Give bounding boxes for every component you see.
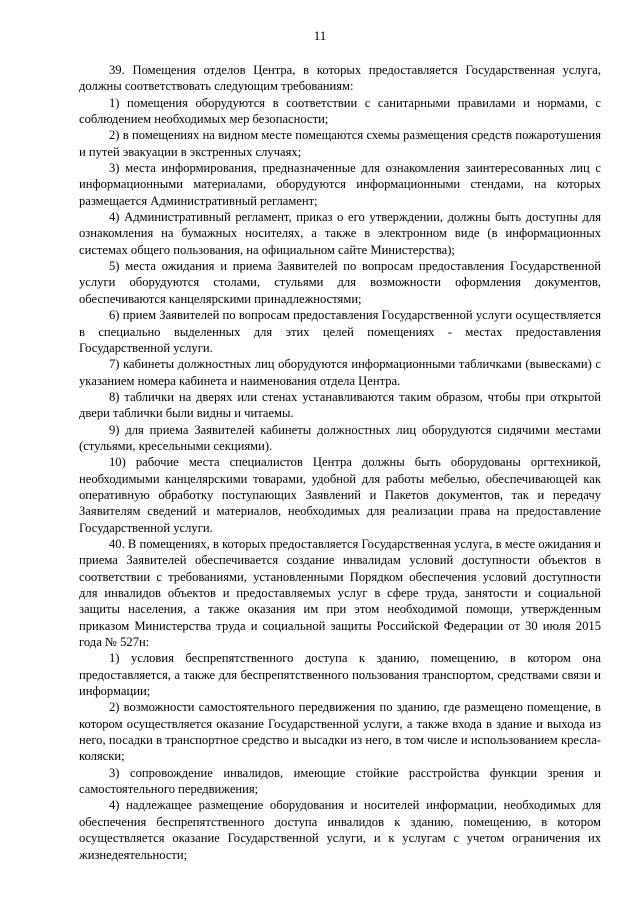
paragraph-39: 39. Помещения отделов Центра, в которых предоставляется Государственная услуга, должны соответствовать следующим требованиям:: [79, 63, 601, 94]
paragraph-39-item-9: 9) для приема Заявителей кабинеты должностных лиц оборудуются сидячими местами (стульями, кресельными секциями).: [79, 422, 601, 453]
paragraph-40: 40. В помещениях, в которых предоставляется Государственная услуга, в месте ожидания и приема Заявителей обеспечивается создание инвалидам условий доступности объектов в соответствии с требованиями, установленными Порядком обеспечения условий доступности для инвалидов объектов и предоставляемых услуг в сфере труда, занятости и социальной защиты населения, а также оказания им при этом необходимой помощи, утвержденным приказом Министерства труда и социальной защиты Российской Федерации от 30 июля 2015 года № 527н:: [79, 536, 601, 650]
paragraph-39-item-4: 4) Административный регламент, приказ о его утверждении, должны быть доступны для ознакомления на бумажных носителях, а также в электронном виде (в информационных системах общего пользования, на официальном сайте Министерства);: [79, 210, 601, 257]
paragraph-39-item-7: 7) кабинеты должностных лиц оборудуются информационными табличками (вывесками) с указанием номера кабинета и наименования отдела Центра.: [79, 357, 601, 388]
paragraph-39-item-6: 6) прием Заявителей по вопросам предоставления Государственной услуги осуществляется в специально выделенных для этих целей помещениях - местах предоставления Государственной услуги.: [79, 308, 601, 355]
paragraph-40-item-3: 3) сопровождение инвалидов, имеющие стойкие расстройства функции зрения и самостоятельного передвижения;: [79, 765, 601, 797]
paragraph-40-item-2: 2) возможности самостоятельного передвижения по зданию, где размещено помещение, в котором осуществляется оказание Государственной услуги, а также входа в здание и выхода из него, посадки в транспортное средство и высадки из него, в том числе и использованием кресла-коляски;: [79, 700, 601, 764]
paragraph-39-item-1: 1) помещения оборудуются в соответствии с санитарными правилами и нормами, с соблюдением необходимых мер безопасности;: [79, 95, 601, 127]
paragraph-39-item-2: 2) в помещениях на видном месте помещаются схемы размещения средств пожаротушения и путей эвакуации в экстренных случаях;: [79, 128, 601, 159]
paragraph-40-item-1: 1) условия беспрепятственного доступа к зданию, помещению, в котором она предоставляется, а также для беспрепятственного пользования транспортом, средствами связи и информации;: [79, 651, 601, 699]
paragraph-39-item-5: 5) места ожидания и приема Заявителей по вопросам предоставления Государственной услуги оборудуются столами, стульями для возможности оформления документов, обеспечиваются канцелярскими принадлежностями;: [79, 259, 601, 306]
document-body: [79, 62, 601, 863]
paragraph-39-item-8: 8) таблички на дверях или стенах устанавливаются таким образом, чтобы при открытой двери таблички были видны и читаемы.: [79, 389, 601, 421]
paragraph-40-item-4: 4) надлежащее размещение оборудования и носителей информации, необходимых для обеспечения беспрепятственного доступа инвалидов к зданию, помещению, в котором осуществляется оказание Государственной услуги, и к услугам с учетом ограничения их жизнедеятельности;: [79, 798, 601, 862]
paragraph-39-item-10: 10) рабочие места специалистов Центра должны быть оборудованы оргтехникой, необходимыми канцелярскими товарами, удобной для работы мебелью, обеспечивающей как оперативную обработку поступающих Заявлений и Пакетов документов, так и передачу Заявителям сведений и материалов, необходимых для реализации права на предоставление Государственной услуги.: [79, 455, 601, 535]
paragraph-39-item-3: 3) места информирования, предназначенные для ознакомления заинтересованных лиц с информационными материалами, оборудуются информационными стендами, на которых размещается Административный регламент;: [79, 161, 601, 208]
page-number: 11: [313, 28, 327, 43]
